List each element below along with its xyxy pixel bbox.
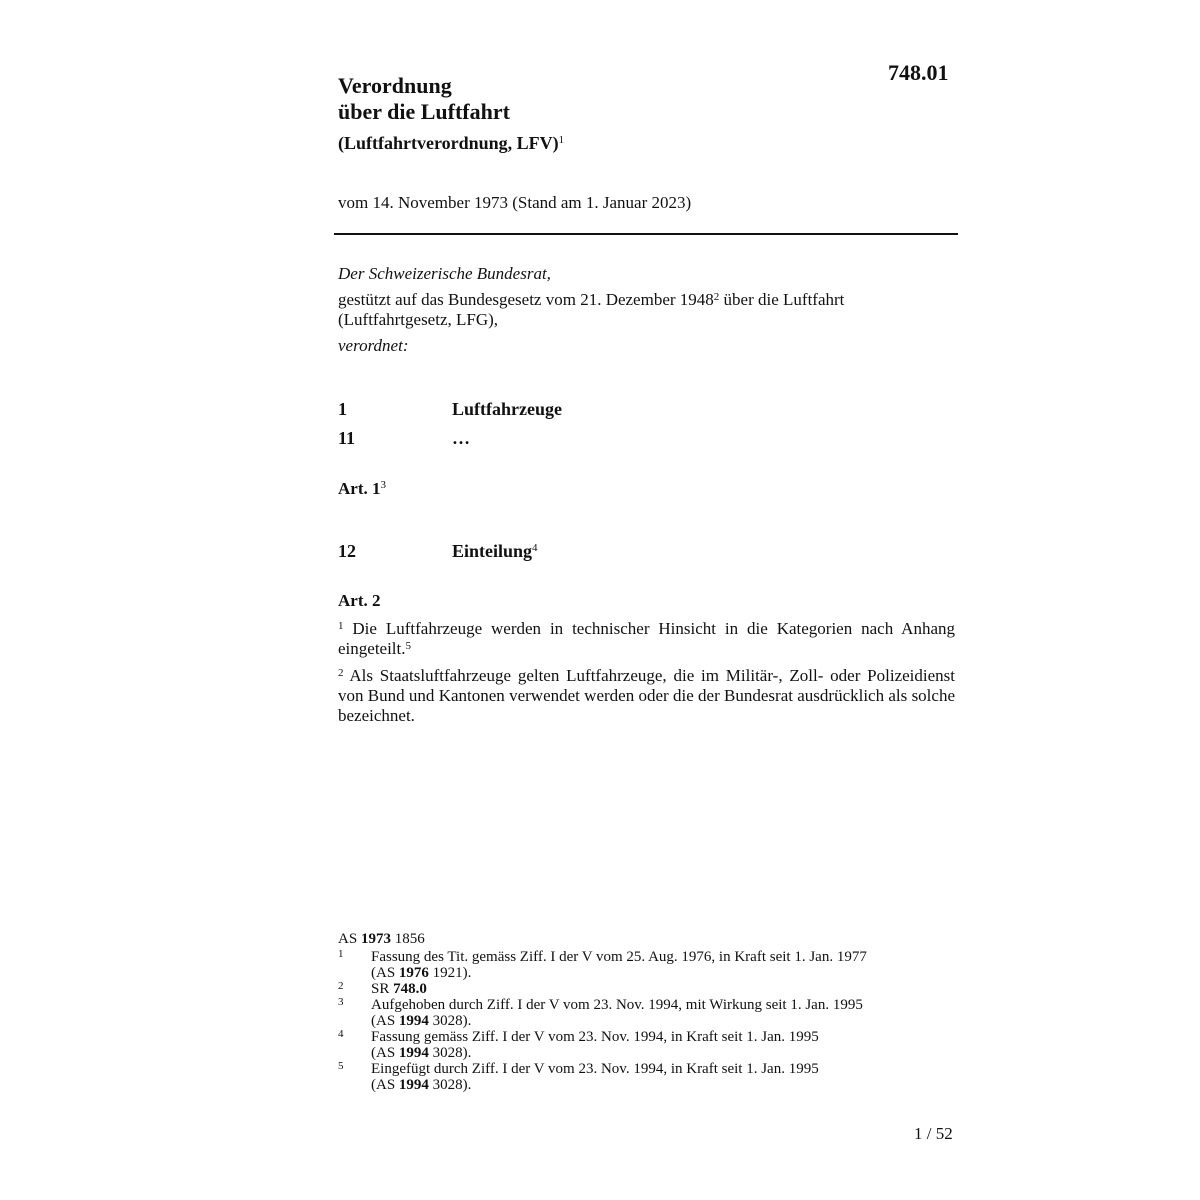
preamble-verordnet: verordnet: xyxy=(338,336,409,355)
date-line: vom 14. November 1973 (Stand am 1. Januar 2023) xyxy=(338,193,692,212)
page-number: 1 / 52 xyxy=(914,1124,953,1143)
preamble-basis xyxy=(338,290,958,330)
section-number: 11 xyxy=(338,428,356,448)
header-divider xyxy=(334,233,958,235)
paragraph-number: 2 xyxy=(338,667,344,679)
article-2-paragraph-2 xyxy=(338,666,955,726)
footnote-5 xyxy=(338,1061,958,1093)
article-2-paragraph-1 xyxy=(338,619,955,659)
section-heading-12 xyxy=(338,541,538,562)
title-short xyxy=(338,131,898,155)
footnote-3 xyxy=(338,997,958,1029)
title-line-2: über die Luftfahrt xyxy=(338,99,510,124)
title-short-text: (Luftfahrtverordnung, LFV) xyxy=(338,133,559,153)
footnote-as-reference xyxy=(338,931,958,947)
footnotes xyxy=(338,931,958,1093)
footnote-text-bold: 748.0 xyxy=(393,981,427,997)
sr-number: 748.01 xyxy=(888,60,949,85)
footnote-ref-line xyxy=(371,1045,958,1061)
title-line-1: Verordnung xyxy=(338,73,452,98)
footnote-ref[interactable]: 3 xyxy=(380,479,386,491)
preamble-basis-text: gestützt auf das Bundesgesetz vom 21. Dezember 1948 xyxy=(338,290,714,309)
footnote-1 xyxy=(338,949,958,981)
footnote-ref-line xyxy=(371,1013,958,1029)
section-heading-11 xyxy=(338,428,470,449)
as-year: 1973 xyxy=(360,931,391,947)
footnote-2 xyxy=(338,981,958,997)
section-number: 1 xyxy=(338,399,347,419)
footnote-text: Eingefügt durch Ziff. I der V vom 23. Nov. 1994, in Kraft seit 1. Jan. 1995 xyxy=(371,1061,819,1077)
footnote-text: Aufgehoben durch Ziff. I der V vom 23. Nov. 1994, mit Wirkung seit 1. Jan. 1995 xyxy=(371,997,863,1013)
section-number: 12 xyxy=(338,541,356,561)
footnote-ref[interactable]: 4 xyxy=(532,542,538,554)
ref-year: 1976 xyxy=(398,965,429,981)
section-heading-1 xyxy=(338,399,562,420)
ref-suffix: 3028). xyxy=(428,1013,472,1029)
footnote-number: 1 xyxy=(338,948,344,960)
footnote-ref-line xyxy=(371,965,958,981)
as-prefix: AS xyxy=(338,931,361,947)
footnote-ref[interactable]: 2 xyxy=(713,291,720,303)
preamble xyxy=(338,264,958,356)
ref-suffix: 3028). xyxy=(428,1045,472,1061)
footnote-text-plain: SR xyxy=(371,981,394,997)
ref-suffix: 1921). xyxy=(428,965,472,981)
ref-prefix: (AS xyxy=(371,1045,399,1061)
section-title: Luftfahrzeuge xyxy=(452,399,562,419)
ref-year: 1994 xyxy=(398,1013,429,1029)
paragraph-text: Die Luftfahrzeuge werden in technischer Hinsicht in die Kategorien nach Anhang eingeteilt. xyxy=(338,619,955,658)
ref-prefix: (AS xyxy=(371,1013,399,1029)
footnote-text xyxy=(371,981,958,997)
footnote-number: 2 xyxy=(338,980,344,992)
paragraph-number: 1 xyxy=(338,620,344,632)
ref-year: 1994 xyxy=(398,1077,429,1093)
section-title: Einteilung xyxy=(452,541,533,561)
footnote-number: 3 xyxy=(338,996,344,1008)
article-1-heading xyxy=(338,479,386,499)
ref-prefix: (AS xyxy=(371,965,399,981)
title-block xyxy=(338,73,898,155)
footnote-4 xyxy=(338,1029,958,1061)
footnote-ref[interactable]: 5 xyxy=(405,640,412,652)
ref-suffix: 3028). xyxy=(428,1077,472,1093)
ref-prefix: (AS xyxy=(371,1077,399,1093)
footnote-text: Fassung gemäss Ziff. I der V vom 23. Nov. 1994, in Kraft seit 1. Jan. 1995 xyxy=(371,1029,819,1045)
ref-year: 1994 xyxy=(398,1045,429,1061)
paragraph-text: Als Staatsluftfahrzeuge gelten Luftfahrzeuge, die im Militär-, Zoll- oder Polizeidienst von Bund und Kantonen verwendet werden oder die der Bundesrat ausdrücklich als solche bezeichnet. xyxy=(338,666,956,725)
footnote-ref-line xyxy=(371,1077,958,1093)
footnote-number: 4 xyxy=(338,1028,344,1040)
article-label: Art. 1 xyxy=(338,479,381,498)
section-title: … xyxy=(452,428,470,448)
footnote-text: Fassung des Tit. gemäss Ziff. I der V vom 25. Aug. 1976, in Kraft seit 1. Jan. 1977 xyxy=(371,949,867,965)
as-page: 1856 xyxy=(390,931,425,947)
footnote-ref[interactable]: 1 xyxy=(558,134,565,146)
preamble-basis-text-2: über die Luftfahrt (Luftfahrtgesetz, LFG), xyxy=(338,290,845,329)
article-2-heading: Art. 2 xyxy=(338,591,381,610)
footnote-number: 5 xyxy=(338,1060,344,1072)
preamble-issuer: Der Schweizerische Bundesrat, xyxy=(338,264,551,283)
